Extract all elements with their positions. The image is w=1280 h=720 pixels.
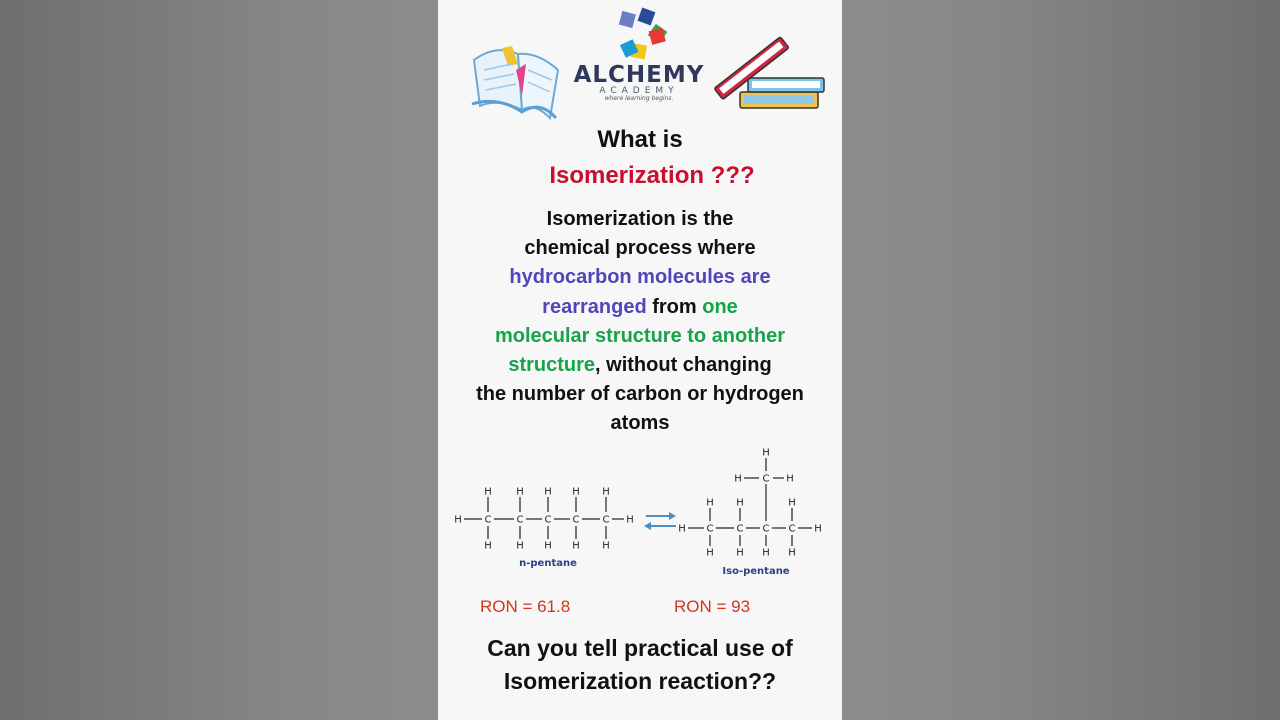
hydrogen-atom: H — [544, 540, 552, 552]
hydrogen-atom: H — [602, 540, 610, 552]
closing-question — [438, 632, 842, 698]
left-blurred-background — [0, 0, 438, 720]
hydrogen-atom: H — [678, 523, 686, 535]
def-text-from: from — [652, 295, 697, 318]
hydrogen-atom: H — [736, 547, 744, 559]
n-pentane-structure — [454, 487, 634, 552]
definition-paragraph — [446, 205, 834, 439]
def-highlight-molecular: molecular structure to another — [494, 324, 786, 347]
brand-sub: ACADEMY — [599, 86, 679, 96]
carbon-atom: C — [706, 523, 714, 535]
def-highlight-rearranged: rearranged — [542, 295, 647, 318]
question-line-2: Isomerization reaction?? — [503, 668, 777, 694]
hydrogen-atom: H — [762, 547, 770, 559]
iso-pentane-structure — [678, 448, 822, 559]
open-book-icon — [472, 46, 558, 118]
hydrogen-atom: H — [762, 447, 770, 459]
def-text-without: , without changing — [595, 354, 772, 377]
iso-pentane-label: Iso-pentane — [722, 566, 790, 577]
ron-left: RON = 61.8 — [480, 597, 571, 616]
def-text-atoms: atoms — [610, 412, 670, 435]
carbon-atom: C — [602, 514, 610, 526]
carbon-atom: C — [788, 523, 796, 535]
hydrogen-atom: H — [626, 514, 634, 526]
question-line-1: Can you tell practical use of — [487, 635, 793, 661]
hydrogen-atom: H — [814, 523, 822, 535]
carbon-atom: C — [484, 514, 492, 526]
hydrogen-atom: H — [516, 486, 524, 498]
def-highlight-hydrocarbon: hydrocarbon molecules are — [509, 266, 771, 289]
right-blurred-background — [842, 0, 1280, 720]
hydrogen-atom: H — [736, 497, 744, 509]
def-highlight-one: one — [702, 295, 738, 318]
hydrogen-atom: H — [734, 473, 742, 485]
header-illustrations — [438, 0, 842, 120]
hydrogen-atom: H — [706, 497, 714, 509]
title-line-2: Isomerization ??? — [549, 162, 755, 189]
hydrogen-atom: H — [516, 540, 524, 552]
brand-name: ALCHEMY — [573, 62, 705, 88]
carbon-atom: C — [762, 523, 770, 535]
hydrogen-atom: H — [788, 547, 796, 559]
hydrogen-atom: H — [602, 486, 610, 498]
title-line-1: What is — [597, 126, 683, 153]
def-text-2: chemical process where — [524, 237, 756, 260]
carbon-atom: C — [762, 473, 770, 485]
hydrogen-atom: H — [544, 486, 552, 498]
def-text-number: the number of carbon or hydrogen — [476, 383, 804, 406]
ron-right: RON = 93 — [674, 597, 751, 616]
brand-tagline: where learning begins. — [604, 95, 674, 102]
hydrogen-atom: H — [788, 497, 796, 509]
hydrogen-atom: H — [786, 473, 794, 485]
isomerization-diagram — [438, 440, 842, 590]
carbon-atom: C — [516, 514, 524, 526]
hydrogen-atom: H — [484, 540, 492, 552]
hydrogen-atom: H — [572, 486, 580, 498]
carbon-atom: C — [736, 523, 744, 535]
def-text-1: Isomerization is the — [546, 208, 734, 230]
book-stack-icon — [714, 37, 824, 108]
equilibrium-arrows-icon — [644, 512, 676, 530]
hydrogen-atom: H — [454, 514, 462, 526]
hydrogen-atom: H — [572, 540, 580, 552]
hydrogen-atom: H — [484, 486, 492, 498]
hydrogen-atom: H — [706, 547, 714, 559]
carbon-atom: C — [544, 514, 552, 526]
alchemy-logo-mark-icon — [619, 8, 668, 60]
def-highlight-structure: structure — [508, 354, 596, 377]
content-card — [438, 0, 842, 720]
carbon-atom: C — [572, 514, 580, 526]
n-pentane-label: n-pentane — [519, 558, 577, 569]
